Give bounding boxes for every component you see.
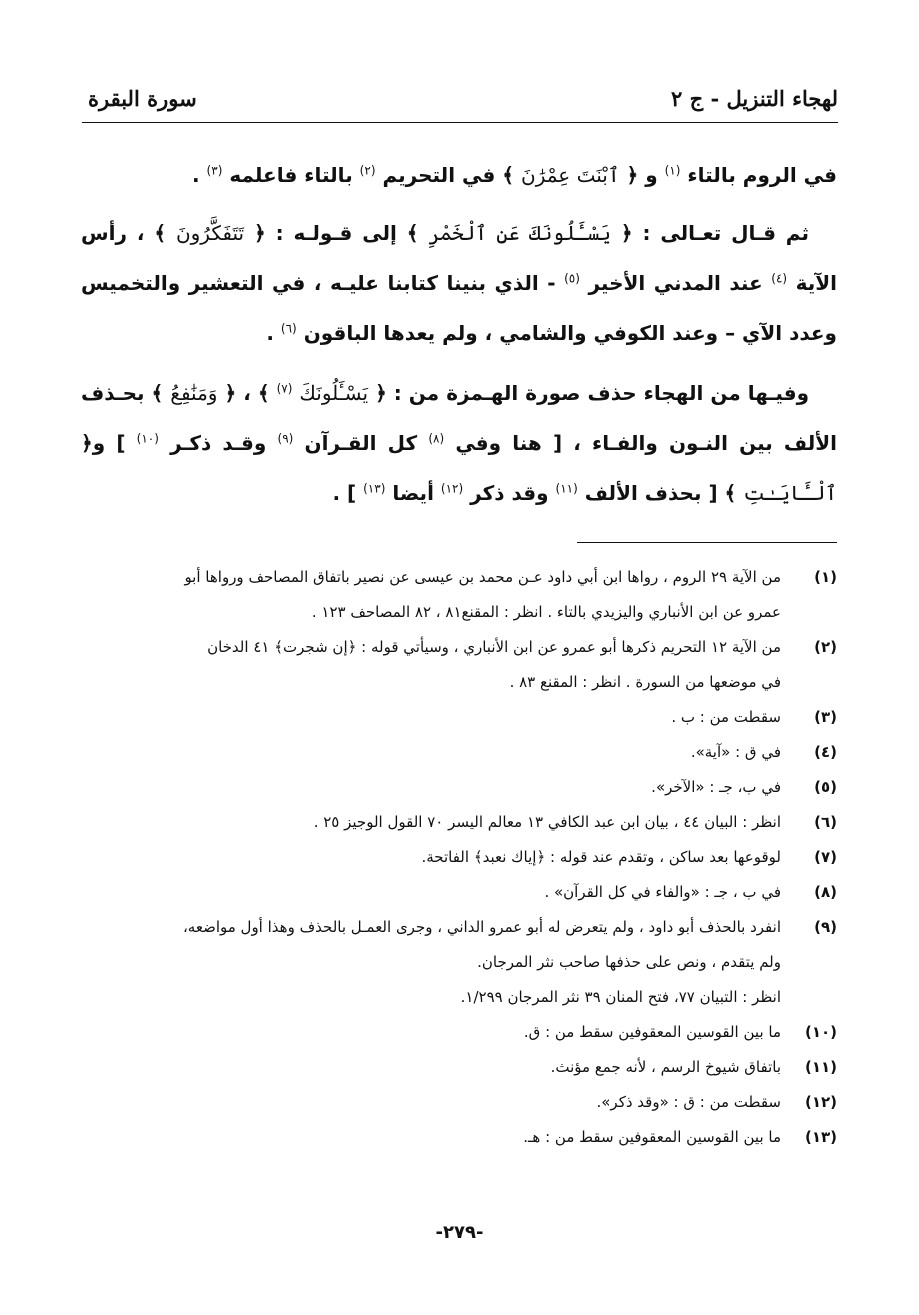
footnote-text: ولم يتقدم ، ونص على حذفها صاحب نثر المرجان.	[477, 953, 781, 971]
footnote-item	[81, 875, 837, 910]
header-divider	[82, 122, 838, 123]
footnote-ref: (٨)	[428, 431, 445, 446]
footnote-number: (٧)	[814, 848, 837, 866]
footnote-number: (٩)	[814, 918, 837, 936]
page-number: -٢٧٩-	[435, 1222, 484, 1243]
footnote-item	[81, 1120, 837, 1155]
footnote-ref: (١٣)	[363, 481, 386, 496]
text-run: بالتاء فاعلمه	[229, 163, 353, 187]
text-run: أيضا	[392, 481, 434, 505]
text-run: كل القـرآن	[304, 431, 418, 455]
main-text	[81, 150, 837, 528]
text-run: ﴾ [ بحذف الألف	[584, 481, 737, 505]
text-run: وقـد ذكـر	[170, 431, 267, 455]
footnote-ref: (١١)	[555, 481, 578, 496]
footnote-number: (١)	[814, 568, 837, 586]
text-run: وفيـها من الهجاء حذف صورة الهـمزة من : ﴿	[375, 381, 810, 405]
quran-quote: تَتَفَكَّرُونَ	[175, 221, 245, 245]
paragraph-1	[81, 150, 837, 200]
footnote-number: (٦)	[814, 813, 837, 831]
text-run: ثم قـال تعـالى : ﴿	[620, 221, 810, 245]
quran-quote: يَسْـَٔلُونَكَ عَنِ ٱلْخَمْرِ	[428, 221, 611, 245]
footnote-text: في ب ، جـ : «والفاء في كل القرآن» .	[544, 883, 781, 901]
footnote-item	[81, 700, 837, 735]
footnote-ref: (١٠)	[136, 431, 159, 446]
surah-title: سورة البقرة	[88, 86, 197, 111]
text-run: ﴾ إلى قـولـه : ﴿	[253, 221, 419, 245]
text-run: .	[191, 163, 200, 187]
text-run: ﴾ ، رأس الآية	[81, 221, 838, 295]
footnote-text: ما بين القوسين المعقوفين سقط من : هـ.	[523, 1128, 781, 1146]
footnote-ref: (٩)	[277, 431, 294, 446]
text-run: عند المدني الأخير	[588, 271, 763, 295]
quran-quote: ٱبْنَتَ عِمْرَٰنَ	[521, 163, 620, 187]
book-title: لهجاء التنزيل - ج ٢	[671, 86, 838, 111]
footnote-text: انظر : البيان ٤٤ ، بيان ابن عبد الكافي ١٣ معالم اليسر ٧٠ القول الوجيز ٢٥ .	[313, 813, 781, 831]
footnote-number: (١٢)	[804, 1093, 837, 1111]
footnote-number: (٣)	[814, 708, 837, 726]
footnote-item	[81, 630, 837, 700]
footnote-item	[81, 560, 837, 630]
footnote-text: باتفاق شيوخ الرسم ، لأنه جمع مؤنث.	[550, 1058, 781, 1076]
footnote-item	[81, 770, 837, 805]
footnote-item	[81, 805, 837, 840]
footnote-text: سقطت من : ق : «وقد ذكر».	[596, 1093, 781, 1111]
footnote-text: في ق : «آية».	[690, 743, 781, 761]
footnote-number: (٥)	[814, 778, 837, 796]
footnote-text: في موضعها من السورة . انظر : المقنع ٨٣ .	[509, 673, 781, 691]
footnote-item	[81, 1085, 837, 1120]
footnote-number: (٢)	[814, 638, 837, 656]
footnote-text: عمرو عن ابن الأنباري واليزيدي بالتاء . انظر : المقنع٨١ ، ٨٢ المصاحف ١٢٣ .	[311, 603, 781, 621]
footnote-divider	[577, 542, 837, 543]
footnote-ref: (٦)	[280, 321, 297, 336]
quran-quote: وَمَنَٰفِعُ	[170, 381, 218, 405]
footnote-number: (١١)	[804, 1058, 837, 1076]
footnote-item	[81, 1015, 837, 1050]
text-run: ] و﴿	[81, 431, 126, 455]
footnote-number: (١٣)	[804, 1128, 837, 1146]
text-run: في الروم بالتاء	[687, 163, 837, 187]
footnote-text: في ب، جـ : «الآخر».	[651, 778, 781, 796]
footnote-text: لوقوعها بعد ساكن ، وتقدم عند قوله : ﴿إياك نعبد﴾ الفاتحة.	[421, 848, 781, 866]
text-run: .	[266, 321, 274, 345]
footnote-ref: (٣)	[206, 163, 223, 178]
quran-quote: ٱلْـَٔايَـٰتِ	[743, 481, 837, 505]
text-run: ] .	[332, 481, 357, 505]
footnote-ref: (١٢)	[440, 481, 464, 496]
footnote-text: انفرد بالحذف أبو داود ، ولم يتعرض له أبو عمرو الداني ، وجرى العمـل بالحذف وهذا أول مواضعه،	[182, 918, 781, 936]
footnote-number: (١٠)	[804, 1023, 837, 1041]
footnote-text: انظر : التبيان ٧٧، فتح المنان ٣٩ نثر المرجان ١/٢٩٩.	[460, 988, 781, 1006]
footnote-ref: (٧)	[276, 381, 293, 396]
text-run: و ﴿	[626, 163, 658, 187]
text-run: - الذي بنينا كتابنا عليـه ، في التعشير والتخميس وعدد الآي – وعند الكوفي والشامي ، ولم يعدها الباقون	[81, 271, 837, 345]
footnote-item	[81, 840, 837, 875]
quran-quote: يَسْـَٔلُونَكَ	[299, 381, 369, 405]
page-header	[82, 82, 838, 122]
paragraph-3	[81, 368, 837, 518]
text-run: ﴾ في التحريم	[382, 163, 515, 187]
footnote-text: ما بين القوسين المعقوفين سقط من : ق.	[523, 1023, 781, 1041]
footnote-text: سقطت من : ب .	[671, 708, 781, 726]
footnote-item	[81, 910, 837, 1015]
footnote-ref: (١)	[664, 163, 681, 178]
paragraph-2	[81, 208, 837, 358]
text-run: وقد ذكر	[470, 481, 549, 505]
footnote-text: من الآية ٢٩ الروم ، رواها ابن أبي داود عـن محمد بن عيسى عن نصير باتفاق المصاحف ورواها أبو	[184, 568, 781, 586]
footnote-ref: (٢)	[359, 163, 376, 178]
footnote-item	[81, 1050, 837, 1085]
footnotes-section	[81, 560, 837, 1155]
footnote-item	[81, 735, 837, 770]
footnote-ref: (٥)	[564, 271, 580, 286]
footnote-text: من الآية ١٢ التحريم ذكرها أبو عمرو عن ابن الأنباري ، وسيأتي قوله : ﴿إن شجرت﴾ ٤١ الدخان	[207, 638, 781, 656]
text-run: ﴾ بحـذف الألف بين النـون والفـاء ، [ هنا وفي	[81, 381, 837, 455]
footnote-number: (٨)	[814, 883, 837, 901]
footnote-number: (٤)	[814, 743, 837, 761]
text-run: ﴾ ، ﴿	[224, 381, 270, 405]
footnote-ref: (٤)	[771, 271, 788, 286]
